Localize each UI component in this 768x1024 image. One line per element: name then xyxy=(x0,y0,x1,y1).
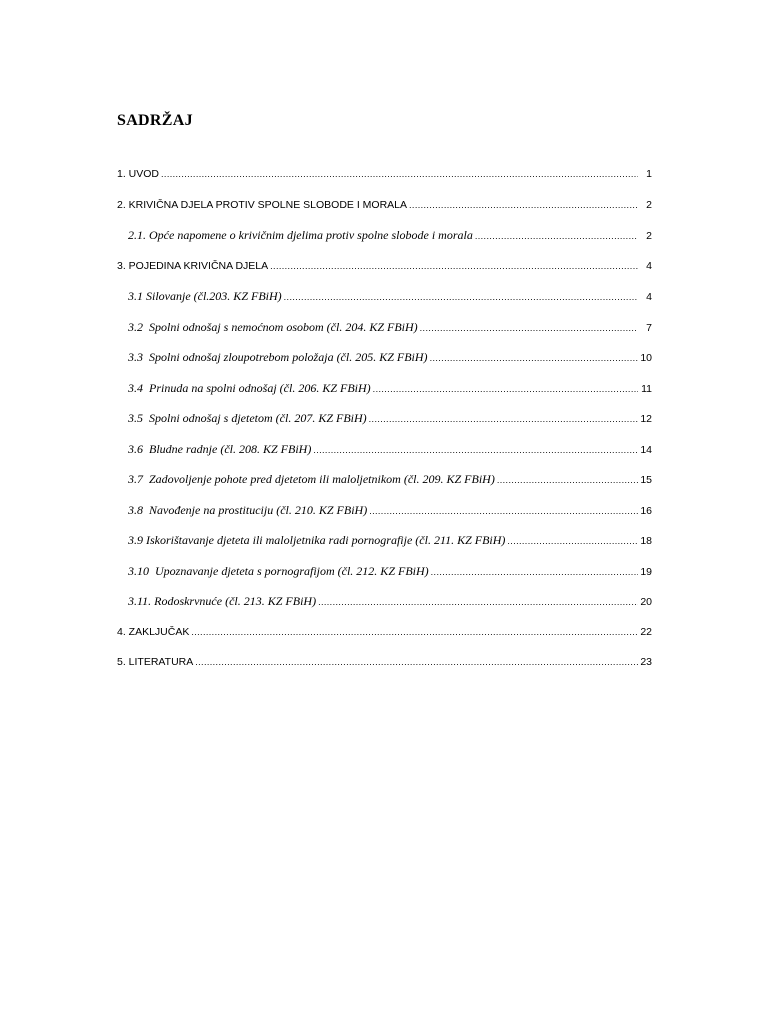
table-of-contents xyxy=(117,160,652,679)
toc-entry-page: 22 xyxy=(640,625,652,638)
toc-leader-dots xyxy=(270,252,638,280)
toc-entry-label: 3.2 Spolni odnošaj s nemoćnom osobom (čl. 204. KZ FBiH) xyxy=(128,319,418,334)
toc-leader-dots xyxy=(195,648,638,676)
toc-entry[interactable] xyxy=(117,465,652,496)
toc-entry-label: 3.4 Prinuda na spolni odnošaj (čl. 206. KZ FBiH) xyxy=(128,380,371,395)
toc-entry-page: 15 xyxy=(640,474,652,486)
toc-entry-page: 14 xyxy=(640,443,652,456)
toc-entry-label: 4. ZAKLJUČAK xyxy=(117,625,190,638)
toc-leader-dots xyxy=(161,160,638,188)
toc-leader-dots xyxy=(191,618,638,646)
toc-entry[interactable] xyxy=(117,313,652,344)
toc-leader-dots xyxy=(475,222,638,250)
toc-leader-dots xyxy=(284,283,638,311)
toc-leader-dots xyxy=(373,375,638,403)
toc-entry-label: 3.5 Spolni odnošaj s djetetom (čl. 207. KZ FBiH) xyxy=(128,411,367,425)
toc-entry-page: 10 xyxy=(640,352,652,364)
toc-entry[interactable] xyxy=(117,618,652,649)
toc-entry[interactable] xyxy=(117,435,652,466)
toc-entry[interactable] xyxy=(117,343,652,374)
toc-entry-label: 3.1 Silovanje (čl.203. KZ FBiH) xyxy=(128,289,282,303)
toc-entry-page: 4 xyxy=(646,291,652,303)
toc-entry-label: 3.7 Zadovoljenje pohote pred djetetom ili maloljetnikom (čl. 209. KZ FBiH) xyxy=(128,472,495,486)
toc-entry[interactable] xyxy=(117,496,652,527)
toc-entry-label: 3.6 Bludne radnje (čl. 208. KZ FBiH) xyxy=(128,441,312,456)
toc-entry-label: 3.10 Upoznavanje djeteta s pornografijom (čl. 212. KZ FBiH) xyxy=(128,563,429,578)
toc-leader-dots xyxy=(430,344,638,372)
toc-entry-label: 3.3 Spolni odnošaj zloupotrebom položaja (čl. 205. KZ FBiH) xyxy=(128,350,428,364)
toc-leader-dots xyxy=(431,558,638,586)
toc-entry-page: 12 xyxy=(640,413,652,425)
toc-entry[interactable] xyxy=(117,526,652,557)
toc-entry[interactable] xyxy=(117,587,652,618)
toc-leader-dots xyxy=(420,314,638,342)
toc-entry[interactable] xyxy=(117,282,652,313)
toc-entry[interactable] xyxy=(117,221,652,252)
toc-entry[interactable] xyxy=(117,252,652,283)
toc-entry-label: 3.8 Navođenje na prostituciju (čl. 210. KZ FBiH) xyxy=(128,502,368,517)
toc-entry-page: 7 xyxy=(646,321,652,334)
toc-entry-page: 2 xyxy=(646,198,652,211)
toc-entry[interactable] xyxy=(117,191,652,222)
toc-entry-page: 16 xyxy=(640,504,652,517)
toc-entry[interactable] xyxy=(117,557,652,588)
toc-entry-page: 4 xyxy=(646,259,652,272)
toc-entry-label: 3. POJEDINA KRIVIČNA DJELA xyxy=(117,259,269,272)
toc-leader-dots xyxy=(369,405,638,433)
toc-entry-label: 2. KRIVIČNA DJELA PROTIV SPOLNE SLOBODE I MORALA xyxy=(117,198,408,211)
toc-entry-page: 11 xyxy=(641,382,652,395)
toc-leader-dots xyxy=(409,191,638,219)
toc-entry-label: 2.1. Opće napomene o krivičnim djelima protiv spolne slobode i morala xyxy=(128,228,473,242)
toc-leader-dots xyxy=(318,588,638,616)
toc-entry[interactable] xyxy=(117,374,652,405)
toc-title: SADRŽAJ xyxy=(117,112,193,129)
toc-entry-label: 5. LITERATURA xyxy=(117,656,194,668)
toc-entry-page: 2 xyxy=(646,230,652,242)
toc-entry[interactable] xyxy=(117,648,652,679)
toc-entry-label: 3.9 Iskorištavanje djeteta ili maloljetnika radi pornografije (čl. 211. KZ FBiH) xyxy=(128,533,506,547)
toc-entry-page: 23 xyxy=(640,656,652,668)
toc-entry[interactable] xyxy=(117,160,652,191)
toc-entry-page: 18 xyxy=(640,535,652,547)
toc-entry-label: 1. UVOD xyxy=(117,168,160,180)
toc-entry-page: 1 xyxy=(646,168,652,180)
toc-leader-dots xyxy=(369,497,638,525)
toc-entry-page: 20 xyxy=(640,596,652,608)
toc-leader-dots xyxy=(507,527,638,555)
toc-entry[interactable] xyxy=(117,404,652,435)
toc-entry-label: 3.11. Rodoskrvnuće (čl. 213. KZ FBiH) xyxy=(128,594,317,608)
toc-leader-dots xyxy=(497,466,638,494)
toc-leader-dots xyxy=(313,436,638,464)
toc-entry-page: 19 xyxy=(640,565,652,578)
